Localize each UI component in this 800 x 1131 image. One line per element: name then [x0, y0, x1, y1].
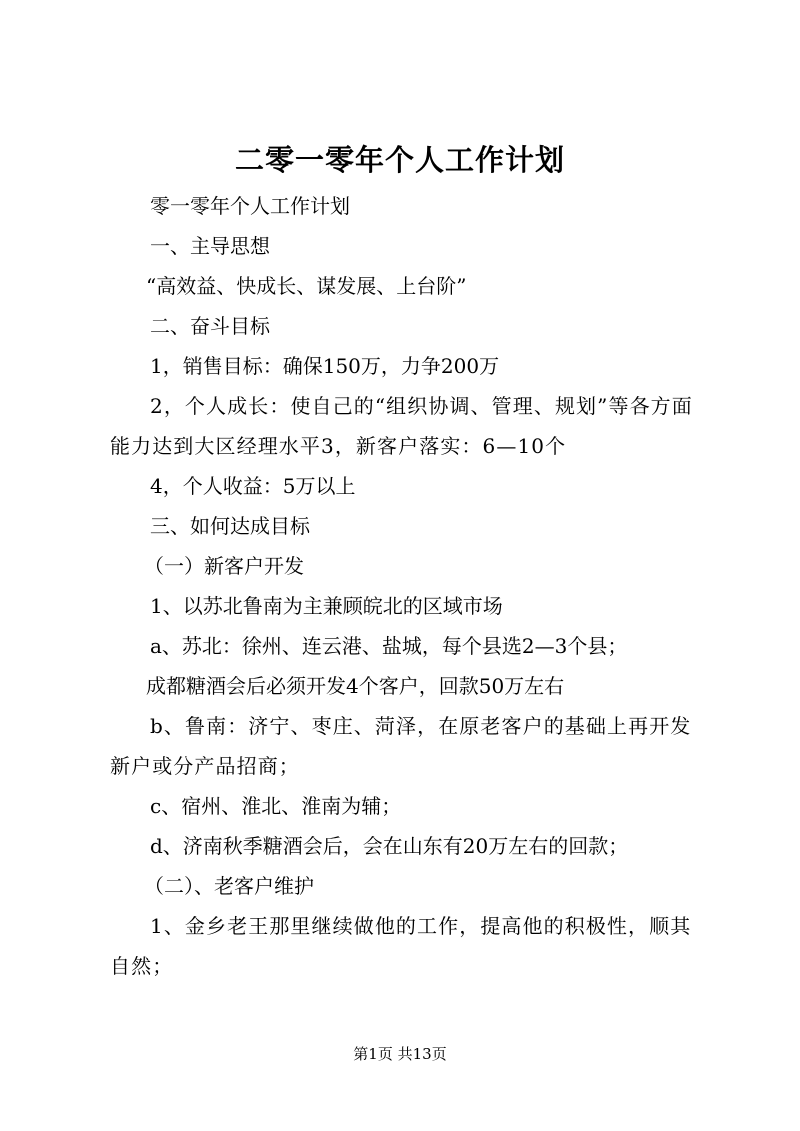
paragraph-personal-growth: 2，个人成长：使自己的“组织协调、管理、规划”等各方面能力达到大区经理水平3，新客户落实：6—10个 — [110, 394, 693, 458]
paragraph-item-c: c、宿州、淮北、淮南为辅； — [150, 794, 402, 818]
page-footer: 第1页 共13页 — [353, 1045, 447, 1063]
paragraph-sales-goal: 1，销售目标：确保150万，力争200万 — [150, 354, 500, 378]
paragraph-jinxiang: 1、金乡老王那里继续做他的工作，提高他的积极性，顺其自然； — [110, 914, 692, 978]
paragraph-item-a: a、苏北：徐州、连云港、盐城，每个县选2—3个县； — [150, 634, 628, 658]
paragraph-income: 4，个人收益：5万以上 — [150, 474, 356, 498]
document-title: 二零一零年个人工作计划 — [234, 143, 565, 177]
heading-how-to-achieve: 三、如何达成目标 — [150, 514, 310, 538]
heading-goals: 二、奋斗目标 — [150, 314, 270, 338]
paragraph-item-b: b、鲁南：济宁、枣庄、菏泽，在原老客户的基础上再开发新户或分产品招商； — [110, 714, 692, 778]
paragraph-chengdu: 成都糖酒会后必须开发4个客户，回款50万左右 — [146, 674, 565, 698]
document-body — [110, 186, 706, 986]
paragraph-subtitle: 零一零年个人工作计划 — [150, 194, 350, 218]
paragraph-slogan: “高效益、快成长、谋发展、上台阶” — [146, 274, 467, 298]
heading-guiding-idea: 一、主导思想 — [150, 234, 270, 258]
paragraph-item-d: d、济南秋季糖酒会后，会在山东有20万左右的回款； — [150, 834, 629, 858]
paragraph-region: 1、以苏北鲁南为主兼顾皖北的区域市场 — [150, 594, 503, 618]
heading-new-customers: （一）新客户开发 — [144, 554, 304, 578]
heading-old-customers: （二）、老客户维护 — [144, 874, 314, 898]
